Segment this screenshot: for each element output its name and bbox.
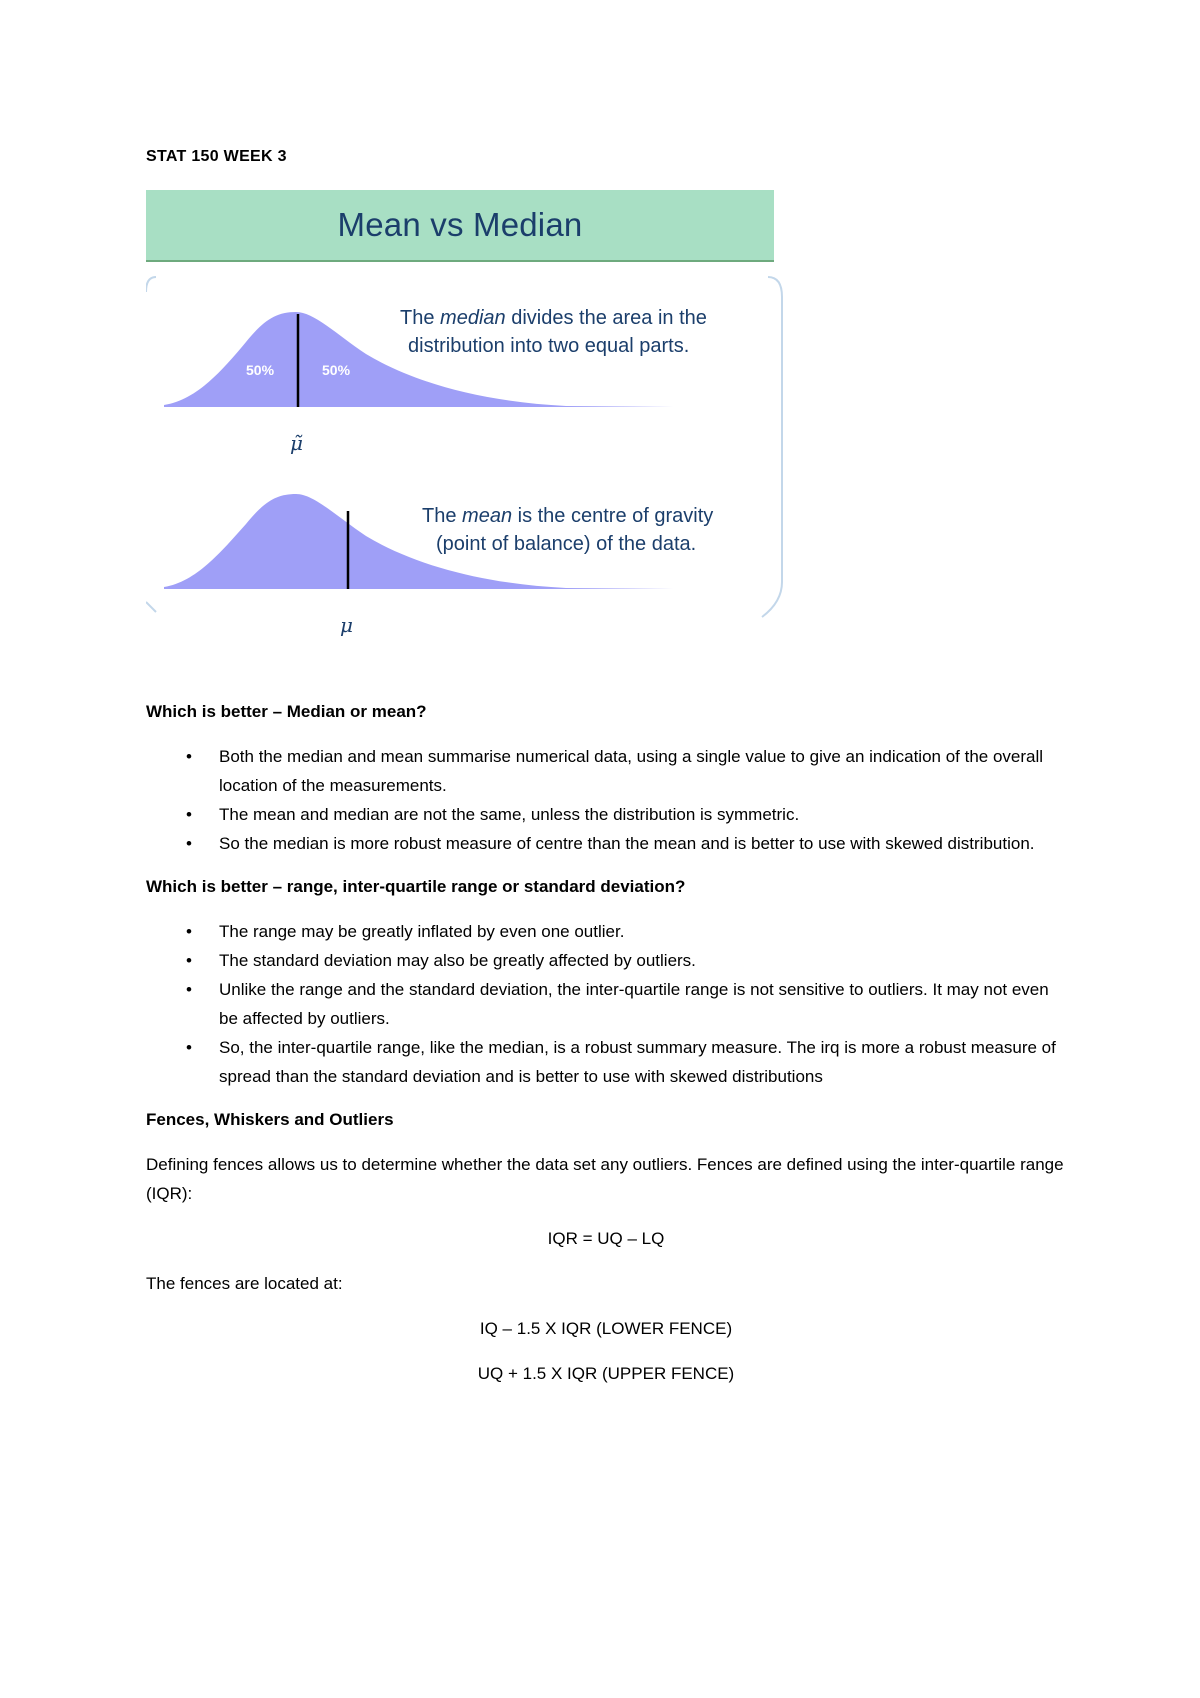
section-heading-median-mean: Which is better – Median or mean? xyxy=(146,702,427,721)
median-caption-line1: The median divides the area in the xyxy=(400,307,707,329)
figure-banner-title: Mean vs Median xyxy=(337,206,583,243)
document-title: STAT 150 WEEK 3 xyxy=(146,148,287,165)
fences-location-paragraph: The fences are located at: xyxy=(146,1274,343,1293)
document-body xyxy=(146,697,1066,1404)
median-mean-list xyxy=(146,742,1066,858)
upper-fence-formula: UQ + 1.5 X IQR (UPPER FENCE) xyxy=(477,1364,735,1383)
spread-list xyxy=(146,917,1066,1091)
mean-caption-line1: The mean is the centre of gravity xyxy=(422,505,714,527)
list-item: • So, the inter-quartile range, like the median, is a robust summary measure. The irq is more a robust measure of spread than the standard deviation and is better to use with skewed distributions xyxy=(219,1033,1066,1091)
right-percent-label: 50% xyxy=(322,362,351,378)
median-caption-line2: distribution into two equal parts. xyxy=(408,335,690,357)
list-item: • Unlike the range and the standard deviation, the inter-quartile range is not sensitive to outliers. It may not even be affected by outliers. xyxy=(219,975,1066,1033)
list-item: • So the median is more robust measure of centre than the mean and is better to use with skewed distribution. xyxy=(219,829,1066,858)
list-item: • The standard deviation may also be greatly affected by outliers. xyxy=(219,946,1066,975)
section-heading-spread: Which is better – range, inter-quartile range or standard deviation? xyxy=(146,877,686,896)
list-item: • The range may be greatly inflated by even one outlier. xyxy=(219,917,1066,946)
mean-vs-median-figure xyxy=(146,190,786,670)
mean-symbol: μ xyxy=(340,613,353,637)
distribution-diagram xyxy=(146,272,786,667)
median-symbol: μ̃ xyxy=(290,431,303,455)
section-heading-fences: Fences, Whiskers and Outliers xyxy=(146,1110,394,1129)
left-percent-label: 50% xyxy=(246,362,275,378)
iqr-formula: IQR = UQ – LQ xyxy=(547,1229,665,1248)
lower-fence-formula: IQ – 1.5 X IQR (LOWER FENCE) xyxy=(479,1319,733,1338)
list-item: • The mean and median are not the same, unless the distribution is symmetric. xyxy=(219,800,1066,829)
fences-paragraph: Defining fences allows us to determine whether the data set any outliers. Fences are defined using the inter-quartile range (IQR): xyxy=(146,1155,1064,1203)
mean-caption-line2: (point of balance) of the data. xyxy=(436,533,697,555)
list-item: • Both the median and mean summarise numerical data, using a single value to give an indication of the overall location of the measurements. xyxy=(219,742,1066,800)
